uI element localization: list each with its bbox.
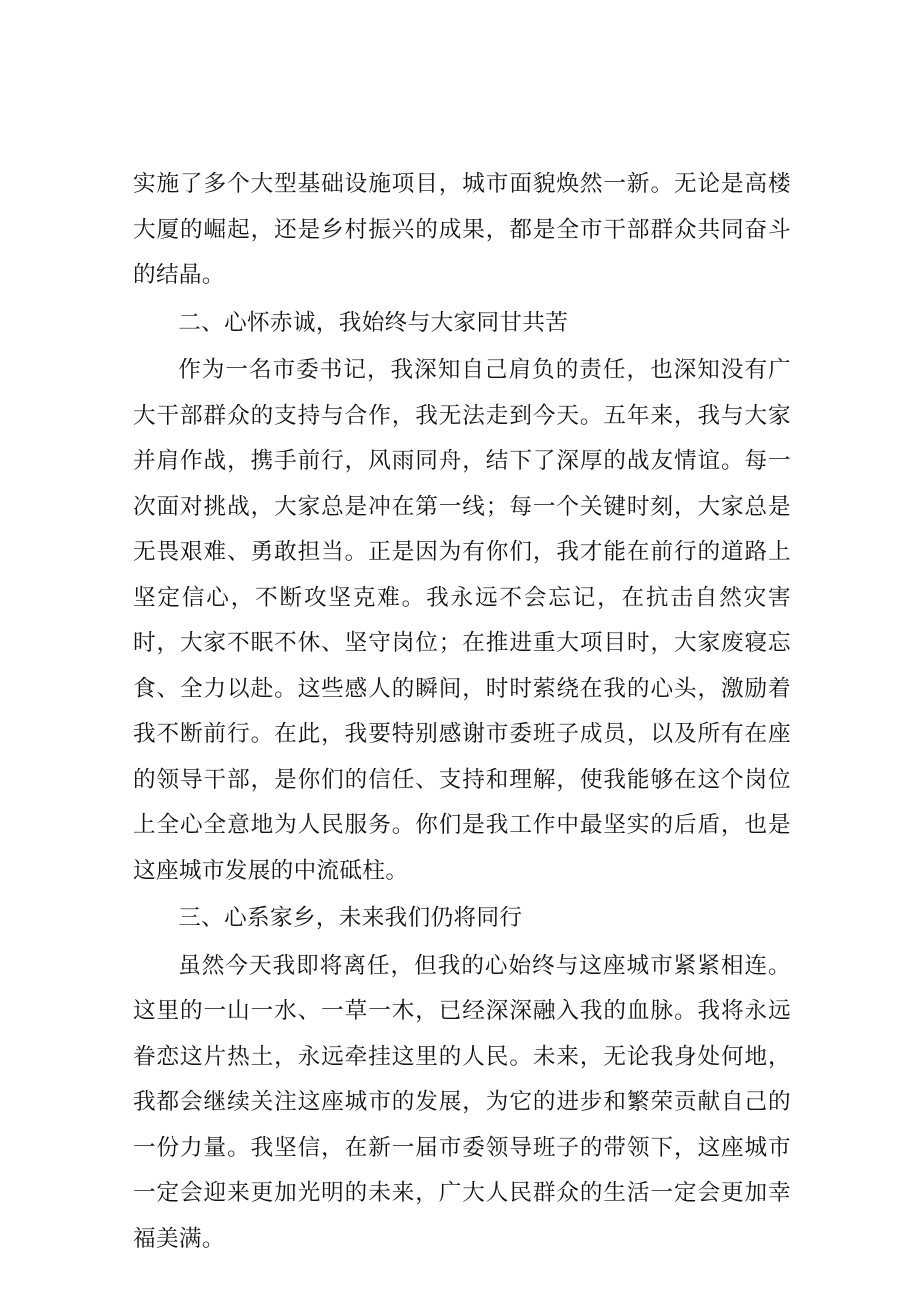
section-heading-2: 二、心怀赤诚，我始终与大家同甘共苦 <box>178 309 569 336</box>
document-body <box>133 162 791 1264</box>
paragraph-continuation: 实施了多个大型基础设施项目，城市面貌焕然一新。无论是高楼大厦的崛起，还是乡村振兴的成果，都是全市干部群众共同奋斗的结晶。 <box>133 171 791 288</box>
paragraph-section-2: 作为一名市委书记，我深知自己肩负的责任，也深知没有广大干部群众的支持与合作，我无法走到今天。五年来，我与大家并肩作战，携手前行，风雨同舟，结下了深厚的战友情谊。每一次面对挑战，大家总是冲在第一线；每一个关键时刻，大家总是无畏艰难、勇敢担当。正是因为有你们，我才能在前行的道路上坚定信心，不断攻坚克难。我永远不会忘记，在抗击自然灾害时，大家不眠不休、坚守岗位；在推进重大项目时，大家废寝忘食、全力以赴。这些感人的瞬间，时时萦绕在我的心头，激励着我不断前行。在此，我要特别感谢市委班子成员，以及所有在座的领导干部，是你们的信任、支持和理解，使我能够在这个岗位上全心全意地为人民服务。你们是我工作中最坚实的后盾，也是这座城市发展的中流砥柱。 <box>133 357 791 884</box>
section-heading-3: 三、心系家乡，未来我们仍将同行 <box>178 905 523 931</box>
paragraph-section-3: 虽然今天我即将离任，但我的心始终与这座城市紧紧相连。这里的一山一水、一草一木，已经深深融入我的血脉。我将永远眷恋这片热土，永远牵挂这里的人民。未来，无论我身处何地，我都会继续关注这座城市的发展，为它的进步和繁荣贡献自己的一份力量。我坚信，在新一届市委领导班子的带领下，这座城市一定会迎来更加光明的未来，广大人民群众的生活一定会更加幸福美满。 <box>133 952 791 1252</box>
